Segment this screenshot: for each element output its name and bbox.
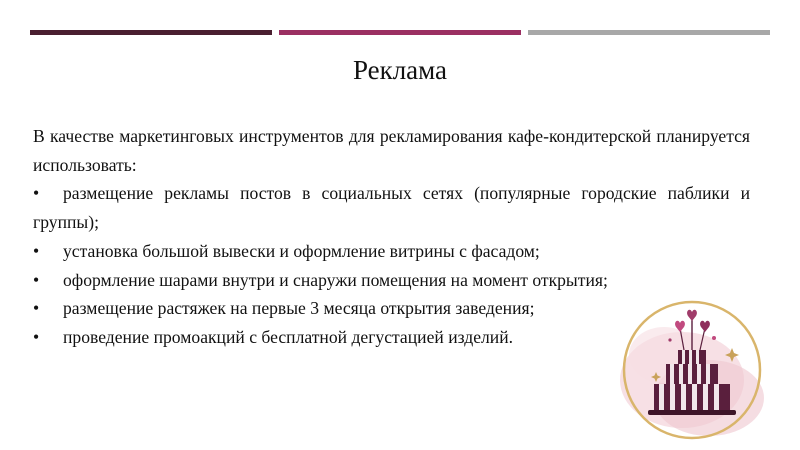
- list-item-text: установка большой вывески и оформление витрины с фасадом;: [63, 240, 540, 261]
- list-item-text: оформление шарами внутри и снаружи помещения на момент открытия;: [63, 269, 608, 290]
- bullet-marker: •: [33, 269, 40, 290]
- list-item-text: проведение промоакций с бесплатной дегустацией изделий.: [63, 326, 514, 347]
- accent-bar-dark: [30, 30, 272, 35]
- slide-title: Реклама: [352, 55, 448, 85]
- list-item-text: размещение рекламы постов в социальных сетях (популярные городские паблики и группы);: [33, 183, 750, 233]
- list-item: [33, 237, 750, 266]
- bullet-marker: •: [33, 298, 40, 319]
- slide-body: [33, 122, 750, 352]
- bullet-marker: •: [33, 183, 40, 204]
- accent-bar-magenta: [279, 30, 521, 35]
- bullet-marker: •: [33, 326, 40, 347]
- list-item-text: размещение растяжек на первые 3 месяца открытия заведения;: [63, 298, 535, 319]
- bullet-marker: •: [33, 240, 40, 261]
- list-item: [33, 266, 750, 295]
- intro-paragraph: В качестве маркетинговых инструментов для рекламирования кафе-кондитерской планируется использовать:: [33, 126, 750, 175]
- list-item: [33, 294, 750, 323]
- accent-bar-gray: [528, 30, 770, 35]
- list-item: [33, 323, 750, 352]
- list-item: [33, 179, 750, 236]
